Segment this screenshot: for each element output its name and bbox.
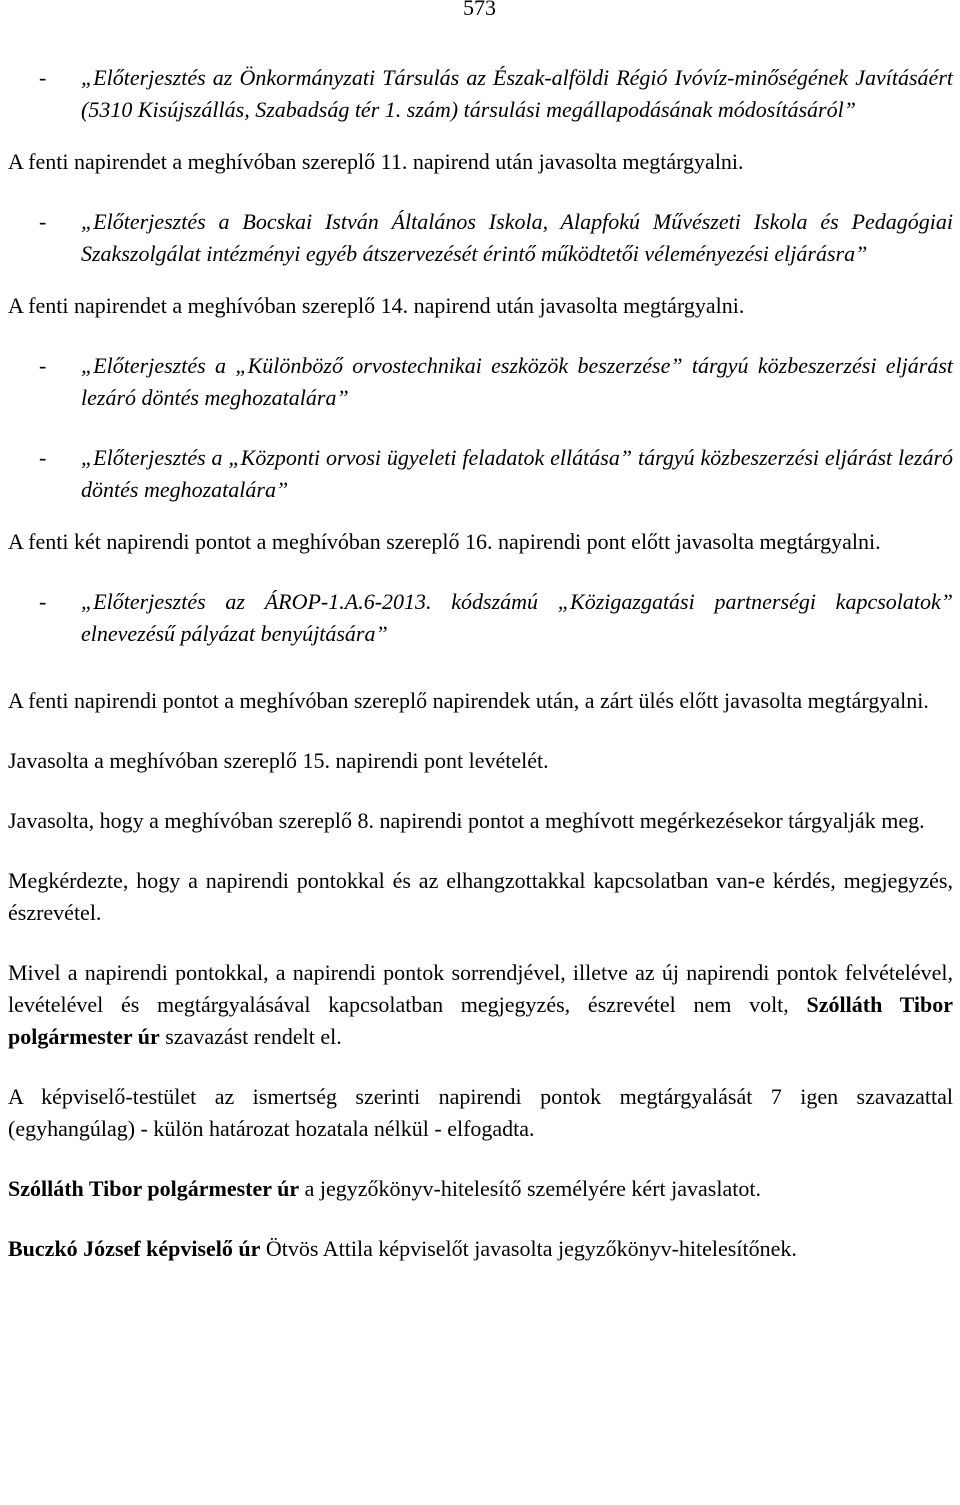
agenda-item-5: [8, 586, 953, 650]
page-number: 573: [463, 0, 496, 20]
speaker-name: Buczkó József képviselő úr: [8, 1236, 261, 1261]
agenda-item-text: „Előterjesztés a Bocskai István Általános Iskola, Alapfokú Művészeti Iskola és Pedagógiai Szakszolgálat intézményi egyéb átszervezését érintő működtetői véleményezési eljárásra”: [81, 209, 953, 266]
paragraph: A fenti napirendet a meghívóban szereplő 11. napirend után javasolta megtárgyalni.: [8, 149, 744, 174]
agenda-item-4: [8, 442, 953, 506]
agenda-item-text: „Előterjesztés a „Különböző orvostechnikai eszközök beszerzése” tárgyú közbeszerzési eljárást lezáró döntés meghozatalára”: [81, 353, 953, 410]
agenda-item-3: [8, 350, 953, 414]
paragraph: A fenti két napirendi pontot a meghívóban szereplő 16. napirendi pont előtt javasolta megtárgyalni.: [8, 529, 881, 554]
agenda-item-1: [8, 62, 953, 126]
agenda-item-text: „Előterjesztés az Önkormányzati Társulás az Észak-alföldi Régió Ivóvíz-minőségének Javításáért (5310 Kisújszállás, Szabadság tér 1. szám) társulási megállapodásának módosításáról”: [81, 65, 953, 122]
speaker-name: Szólláth Tibor polgármester úr: [8, 992, 953, 1049]
paragraph: A fenti napirendet a meghívóban szereplő 14. napirend után javasolta megtárgyalni.: [8, 293, 745, 318]
list-dash: -: [39, 445, 47, 470]
agenda-item-2: [8, 206, 953, 270]
agenda-item-text: „Előterjesztés a „Központi orvosi ügyeleti feladatok ellátása” tárgyú közbeszerzési eljárást lezáró döntés meghozatalára”: [81, 445, 953, 502]
list-dash: -: [39, 353, 47, 378]
paragraph: A fenti napirendi pontot a meghívóban szereplő napirendek után, a zárt ülés előtt javasolta megtárgyalni.: [8, 688, 929, 713]
speaker-name: Szólláth Tibor polgármester úr: [8, 1176, 300, 1201]
paragraph: Javasolta, hogy a meghívóban szereplő 8. napirendi pontot a meghívott megérkezésekor tárgyalják meg.: [8, 808, 925, 833]
paragraph: [8, 1173, 953, 1205]
list-dash: -: [39, 65, 47, 90]
agenda-item-text: „Előterjesztés az ÁROP-1.A.6-2013. kódszámú „Közigazgatási partnerségi kapcsolatok” elnevezésű pályázat benyújtására”: [81, 589, 953, 646]
paragraph-text: Mivel a napirendi pontokkal, a napirendi pontok sorrendjével, illetve az új napirendi pontok felvételével, levételével és megtárgyalásával kapcsolatban megjegyzés, észrevétel nem volt,: [8, 960, 953, 1017]
paragraph: Javasolta a meghívóban szereplő 15. napirendi pont levételét.: [8, 748, 549, 773]
paragraph: Megkérdezte, hogy a napirendi pontokkal és az elhangzottakkal kapcsolatban van-e kérdés, megjegyzés, észrevétel.: [8, 868, 953, 925]
paragraph: [8, 1233, 953, 1265]
paragraph-text: szavazást rendelt el.: [159, 1024, 342, 1049]
paragraph: A képviselő-testület az ismertség szerinti napirendi pontok megtárgyalását 7 igen szavazattal (egyhangúlag) - külön határozat hozatala nélkül - elfogadta.: [8, 1084, 953, 1141]
paragraph-text: Ötvös Attila képviselőt javasolta jegyzőkönyv-hitelesítőnek.: [260, 1236, 797, 1261]
document-body: [8, 62, 953, 1265]
paragraph-text: a jegyzőkönyv-hitelesítő személyére kért javaslatot.: [299, 1176, 761, 1201]
list-dash: -: [39, 589, 47, 614]
list-dash: -: [39, 209, 47, 234]
paragraph: [8, 957, 953, 1053]
